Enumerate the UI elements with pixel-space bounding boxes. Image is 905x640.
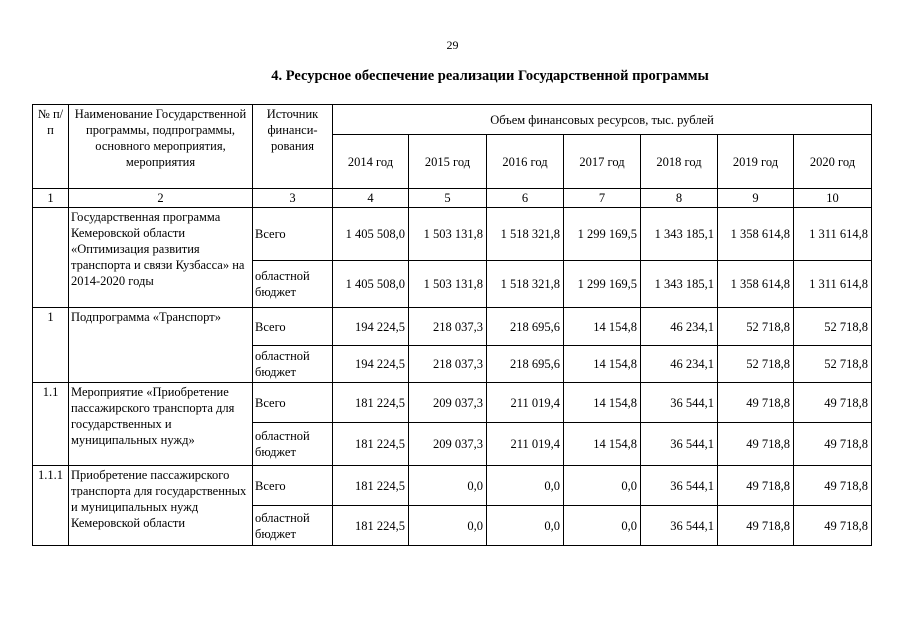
row-source: областной бюджет xyxy=(253,423,333,466)
value-cell: 49 718,8 xyxy=(718,383,794,423)
row-num: 1.1 xyxy=(33,383,69,466)
value-cell: 194 224,5 xyxy=(333,346,409,383)
value-cell: 52 718,8 xyxy=(794,346,872,383)
row-source: Всего xyxy=(253,383,333,423)
value-cell: 0,0 xyxy=(564,466,641,506)
value-cell: 1 299 169,5 xyxy=(564,208,641,261)
value-cell: 1 343 185,1 xyxy=(641,261,718,308)
value-cell: 0,0 xyxy=(409,466,487,506)
col-number: 10 xyxy=(794,189,872,208)
col-number: 4 xyxy=(333,189,409,208)
value-cell: 36 544,1 xyxy=(641,506,718,546)
value-cell: 49 718,8 xyxy=(794,423,872,466)
value-cell: 49 718,8 xyxy=(794,506,872,546)
value-cell: 0,0 xyxy=(564,506,641,546)
table-row xyxy=(33,383,872,423)
value-cell: 52 718,8 xyxy=(718,346,794,383)
value-cell: 1 358 614,8 xyxy=(718,261,794,308)
table-row xyxy=(33,208,872,261)
table-row xyxy=(33,466,872,506)
value-cell: 14 154,8 xyxy=(564,346,641,383)
section-title: 4. Ресурсное обеспечение реализации Государственной программы xyxy=(271,68,709,84)
row-name: Приобретение пассажирского транспорта для государственных и муниципальных нужд Кемеровской области xyxy=(69,466,253,546)
value-cell: 1 503 131,8 xyxy=(409,261,487,308)
col-number: 2 xyxy=(69,189,253,208)
row-num: 1.1.1 xyxy=(33,466,69,546)
header-name: Наименование Государственной программы, подпрограммы, основного мероприятия, мероприятия xyxy=(69,105,253,189)
row-name: Подпрограмма «Транспорт» xyxy=(69,308,253,383)
value-cell: 1 405 508,0 xyxy=(333,261,409,308)
page-number: 29 xyxy=(446,38,459,52)
row-source: Всего xyxy=(253,208,333,261)
col-number: 9 xyxy=(718,189,794,208)
row-source: областной бюджет xyxy=(253,506,333,546)
value-cell: 1 518 321,8 xyxy=(487,208,564,261)
value-cell: 46 234,1 xyxy=(641,308,718,346)
header-year: 2019 год xyxy=(718,135,794,189)
header-year: 2020 год xyxy=(794,135,872,189)
row-num: 1 xyxy=(33,308,69,383)
header-year: 2018 год xyxy=(641,135,718,189)
value-cell: 1 405 508,0 xyxy=(333,208,409,261)
row-name: Государственная программа Кемеровской области «Оптимизация развития транспорта и связи Кузбасса» на 2014-2020 годы xyxy=(69,208,253,308)
table-row xyxy=(33,308,872,346)
value-cell: 49 718,8 xyxy=(794,383,872,423)
value-cell: 209 037,3 xyxy=(409,423,487,466)
value-cell: 14 154,8 xyxy=(564,423,641,466)
value-cell: 181 224,5 xyxy=(333,506,409,546)
header-volume: Объем финансовых ресурсов, тыс. рублей xyxy=(333,105,872,135)
resource-table xyxy=(32,104,872,546)
value-cell: 218 037,3 xyxy=(409,346,487,383)
value-cell: 194 224,5 xyxy=(333,308,409,346)
col-number: 6 xyxy=(487,189,564,208)
value-cell: 181 224,5 xyxy=(333,466,409,506)
value-cell: 1 311 614,8 xyxy=(794,261,872,308)
header-num: № п/п xyxy=(33,105,69,189)
row-source: областной бюджет xyxy=(253,346,333,383)
row-source: областной бюджет xyxy=(253,261,333,308)
value-cell: 36 544,1 xyxy=(641,383,718,423)
value-cell: 1 518 321,8 xyxy=(487,261,564,308)
value-cell: 218 695,6 xyxy=(487,308,564,346)
value-cell: 211 019,4 xyxy=(487,423,564,466)
col-number: 3 xyxy=(253,189,333,208)
row-num xyxy=(33,208,69,308)
row-source: Всего xyxy=(253,308,333,346)
header-year: 2015 год xyxy=(409,135,487,189)
value-cell: 1 358 614,8 xyxy=(718,208,794,261)
col-number: 8 xyxy=(641,189,718,208)
value-cell: 52 718,8 xyxy=(718,308,794,346)
value-cell: 1 299 169,5 xyxy=(564,261,641,308)
value-cell: 14 154,8 xyxy=(564,308,641,346)
value-cell: 52 718,8 xyxy=(794,308,872,346)
value-cell: 181 224,5 xyxy=(333,383,409,423)
value-cell: 1 343 185,1 xyxy=(641,208,718,261)
value-cell: 1 503 131,8 xyxy=(409,208,487,261)
value-cell: 49 718,8 xyxy=(718,423,794,466)
header-year: 2017 год xyxy=(564,135,641,189)
value-cell: 49 718,8 xyxy=(718,466,794,506)
row-source: Всего xyxy=(253,466,333,506)
header-year: 2014 год xyxy=(333,135,409,189)
value-cell: 49 718,8 xyxy=(718,506,794,546)
header-year: 2016 год xyxy=(487,135,564,189)
col-number: 5 xyxy=(409,189,487,208)
value-cell: 36 544,1 xyxy=(641,423,718,466)
row-name: Мероприятие «Приобретение пассажирского транспорта для государственных и муниципальных нужд» xyxy=(69,383,253,466)
col-number: 7 xyxy=(564,189,641,208)
value-cell: 0,0 xyxy=(487,466,564,506)
value-cell: 211 019,4 xyxy=(487,383,564,423)
value-cell: 218 037,3 xyxy=(409,308,487,346)
value-cell: 46 234,1 xyxy=(641,346,718,383)
value-cell: 14 154,8 xyxy=(564,383,641,423)
header-source: Источник финанси-рования xyxy=(253,105,333,189)
value-cell: 218 695,6 xyxy=(487,346,564,383)
value-cell: 181 224,5 xyxy=(333,423,409,466)
col-number: 1 xyxy=(33,189,69,208)
value-cell: 49 718,8 xyxy=(794,466,872,506)
value-cell: 0,0 xyxy=(409,506,487,546)
value-cell: 1 311 614,8 xyxy=(794,208,872,261)
value-cell: 36 544,1 xyxy=(641,466,718,506)
value-cell: 209 037,3 xyxy=(409,383,487,423)
value-cell: 0,0 xyxy=(487,506,564,546)
